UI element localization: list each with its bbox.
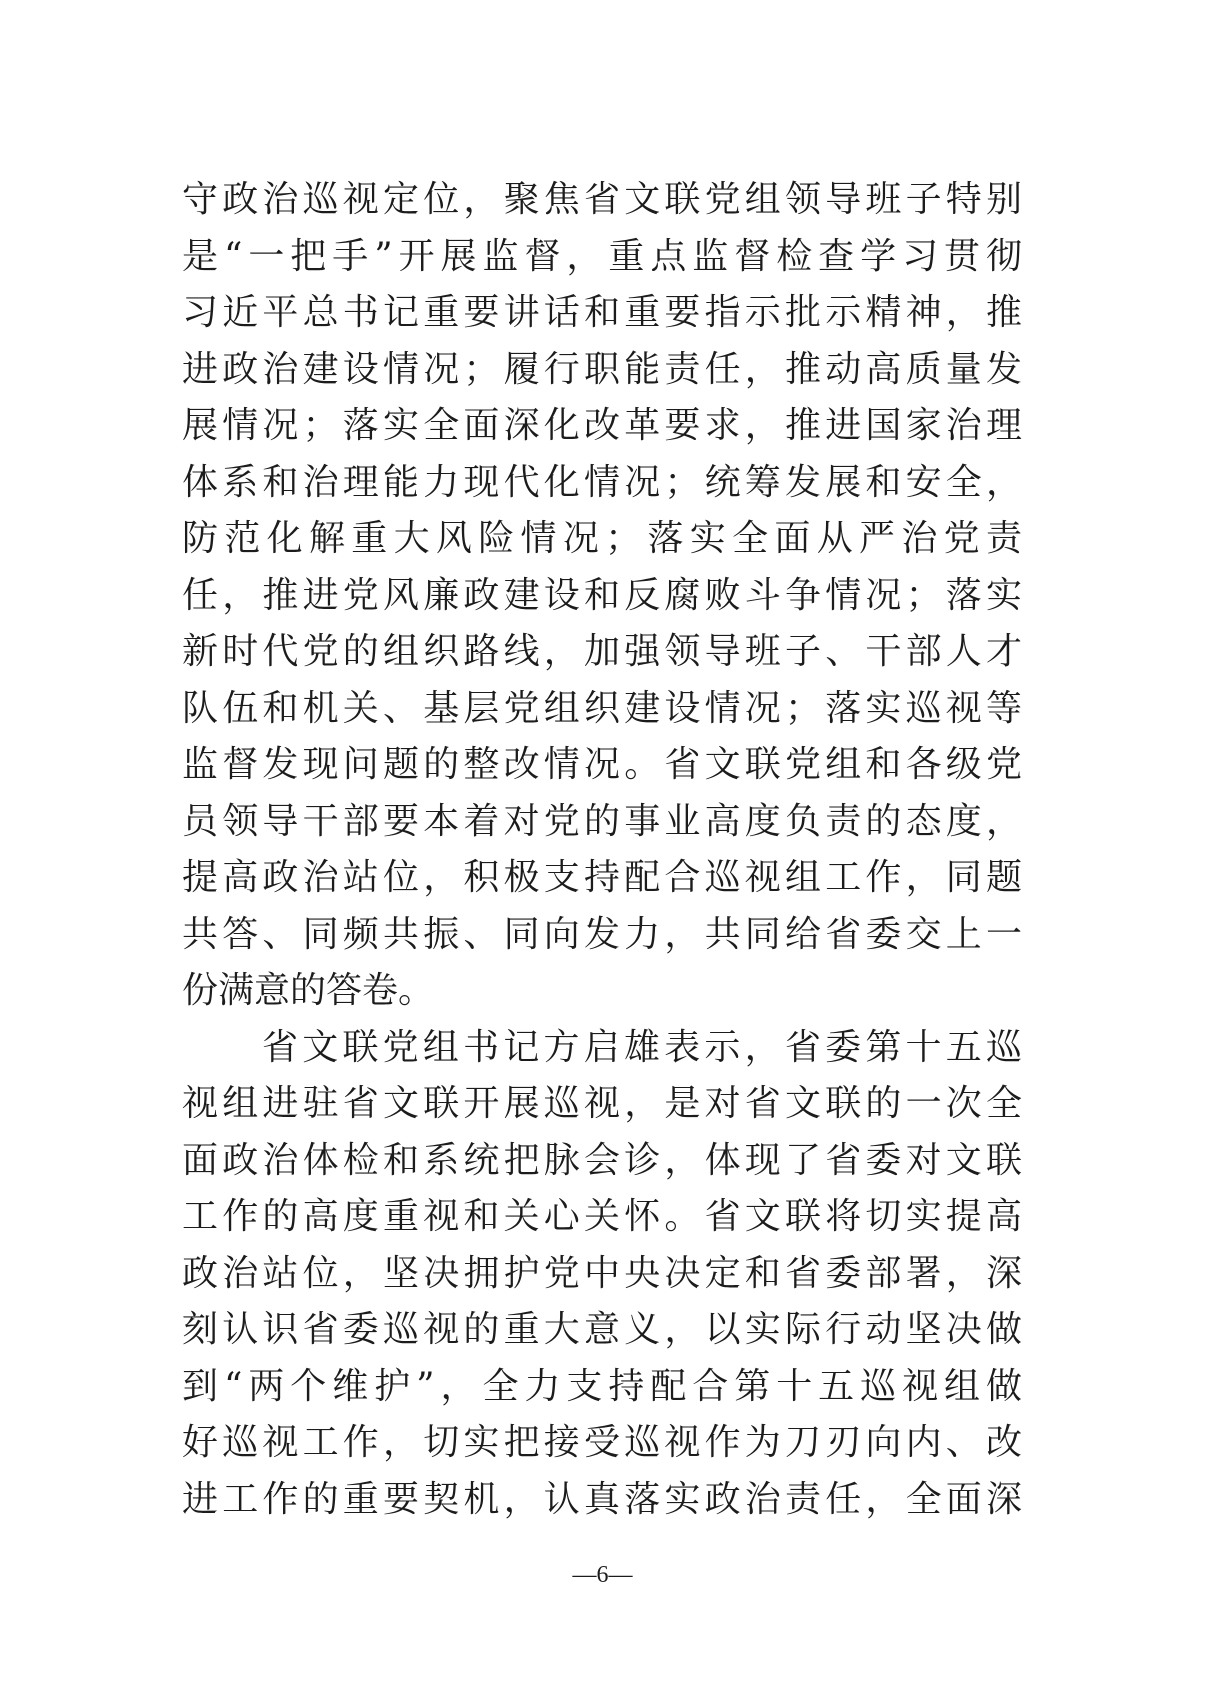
text-line: 工作的高度重视和关心关怀。省文联将切实提高 (182, 1196, 1022, 1237)
text-line: 提高政治站位，积极支持配合巡视组工作，同题 (182, 857, 1022, 898)
text-line: 监督发现问题的整改情况。省文联党组和各级党 (182, 744, 1022, 785)
text-line: 员领导干部要本着对党的事业高度负责的态度， (182, 800, 1022, 842)
text-line: 防范化解重大风险情况；落实全面从严治党责 (182, 518, 1022, 559)
text-line: 进工作的重要契机，认真落实政治责任，全面深 (182, 1478, 1022, 1520)
text-line: 守政治巡视定位，聚焦省文联党组领导班子特别 (182, 179, 1022, 220)
text-line: 进政治建设情况；履行职能责任，推动高质量发 (182, 348, 1022, 390)
text-line: 任，推进党风廉政建设和反腐败斗争情况；落实 (182, 574, 1022, 616)
text-line: 刻认识省委巡视的重大意义，以实际行动坚决做 (182, 1309, 1022, 1350)
text-line: 共答、同频共振、同向发力，共同给省委交上一 (182, 913, 1022, 955)
text-line: 新时代党的组织路线，加强领导班子、干部人才 (182, 631, 1022, 672)
text-line: 展情况；落实全面深化改革要求，推进国家治理 (182, 405, 1022, 446)
text-line: 队伍和机关、基层党组织建设情况；落实巡视等 (182, 687, 1022, 729)
text-line: 习近平总书记重要讲话和重要指示批示精神，推 (182, 292, 1022, 333)
body-text (182, 172, 1022, 1528)
text-line: 是“一把手”开展监督，重点监督检查学习贯彻 (182, 235, 1022, 277)
page-number: —6— (572, 1562, 633, 1588)
text-line-indented: 省文联党组书记方启雄表示，省委第十五巡 (262, 1026, 1022, 1068)
text-line: 好巡视工作，切实把接受巡视作为刀刃向内、改 (182, 1422, 1022, 1463)
text-line: 面政治体检和系统把脉会诊，体现了省委对文联 (182, 1139, 1022, 1181)
text-line: 份满意的答卷。 (182, 970, 435, 1011)
text-line: 体系和治理能力现代化情况；统筹发展和安全， (182, 461, 1022, 503)
text-line: 视组进驻省文联开展巡视，是对省文联的一次全 (182, 1083, 1022, 1124)
text-line: 政治站位，坚决拥护党中央决定和省委部署，深 (182, 1252, 1022, 1294)
text-line: 到“两个维护”，全力支持配合第十五巡视组做 (182, 1365, 1022, 1407)
